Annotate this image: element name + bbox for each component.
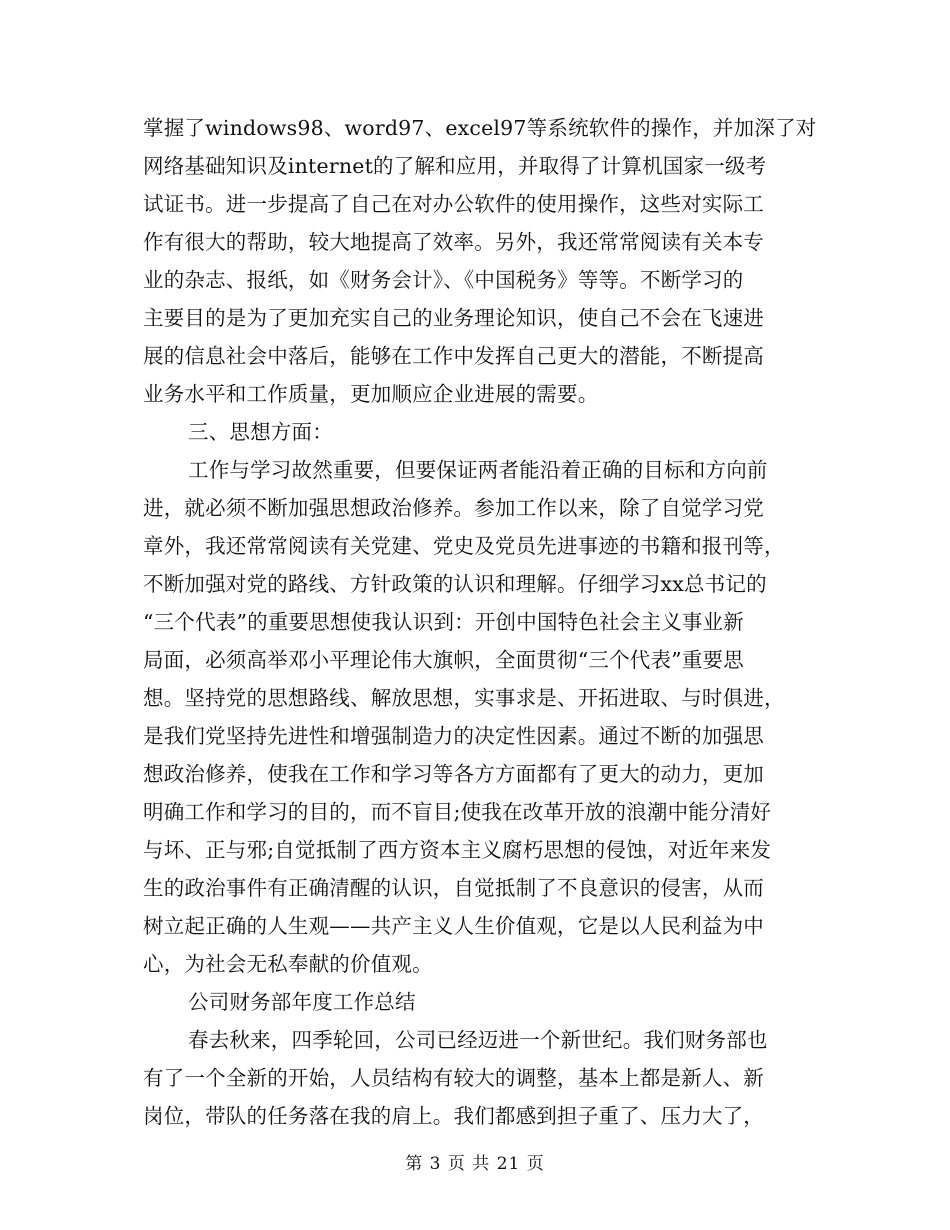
text-line: 掌握了windows98、word97、excel97等系统软件的操作，并加深了对 bbox=[143, 116, 817, 140]
text-line: 章外，我还常常阅读有关党建、党史及党员先进事迹的书籍和报刊等， bbox=[143, 534, 785, 558]
text-line: 明确工作和学习的目的，而不盲目;使我在改革开放的浪潮中能分清好 bbox=[143, 800, 772, 824]
text-line: 岗位，带队的任务落在我的肩上。我们都感到担子重了、压力大了， bbox=[143, 1104, 764, 1128]
text-line: 心，为社会无私奉献的价值观。 bbox=[143, 952, 433, 976]
text-line: 局面，必须高举邓小平理论伟大旗帜，全面贯彻“三个代表”重要思 bbox=[143, 648, 744, 672]
text-line: 不断加强对党的路线、方针政策的认识和理解。仔细学习xx总书记的 bbox=[143, 572, 767, 596]
text-line: 主要目的是为了更加充实自己的业务理论知识，使自己不会在飞速进 bbox=[143, 306, 764, 330]
text-line: 公司财务部年度工作总结 bbox=[188, 990, 416, 1014]
text-line: 网络基础知识及internet的了解和应用，并取得了计算机国家一级考 bbox=[143, 154, 767, 178]
text-line: 业务水平和工作质量，更加顺应企业进展的需要。 bbox=[143, 382, 599, 406]
text-line: 试证书。进一步提高了自己在对办公软件的使用操作，这些对实际工 bbox=[143, 192, 764, 216]
text-line: 有了一个全新的开始，人员结构有较大的调整，基本上都是新人、新 bbox=[143, 1066, 764, 1090]
text-line: 三、思想方面： bbox=[188, 420, 333, 444]
text-line: 想。坚持党的思想路线、解放思想，实事求是、开拓进取、与时俱进， bbox=[143, 686, 785, 710]
text-line: 工作与学习故然重要，但要保证两者能沿着正确的目标和方向前 bbox=[188, 458, 768, 482]
body-text bbox=[143, 109, 817, 1135]
text-line: 春去秋来，四季轮回，公司已经迈进一个新世纪。我们财务部也 bbox=[188, 1028, 768, 1052]
text-line: 树立起正确的人生观——共产主义人生价值观，它是以人民利益为中 bbox=[143, 914, 764, 938]
text-line: 进，就必须不断加强思想政治修养。参加工作以来，除了自觉学习党 bbox=[143, 496, 764, 520]
page-number-footer: 第 3 页 共 21 页 bbox=[405, 1154, 545, 1174]
text-line: 是我们党坚持先进性和增强制造力的决定性因素。通过不断的加强思 bbox=[143, 724, 764, 748]
text-line: “三个代表”的重要思想使我认识到：开创中国特色社会主义事业新 bbox=[143, 610, 744, 634]
text-line: 展的信息社会中落后，能够在工作中发挥自己更大的潜能，不断提高 bbox=[143, 344, 764, 368]
text-line: 业的杂志、报纸，如《财务会计》、《中国税务》等等。不断学习的 bbox=[143, 268, 744, 292]
text-line: 生的政治事件有正确清醒的认识，自觉抵制了不良意识的侵害，从而 bbox=[143, 876, 764, 900]
text-line: 想政治修养，使我在工作和学习等各方方面都有了更大的动力，更加 bbox=[143, 762, 764, 786]
text-line: 与坏、正与邪;自觉抵制了西方资本主义腐朽思想的侵蚀，对近年来发 bbox=[143, 838, 772, 862]
text-line: 作有很大的帮助，较大地提高了效率。另外，我还常常阅读有关本专 bbox=[143, 230, 764, 254]
